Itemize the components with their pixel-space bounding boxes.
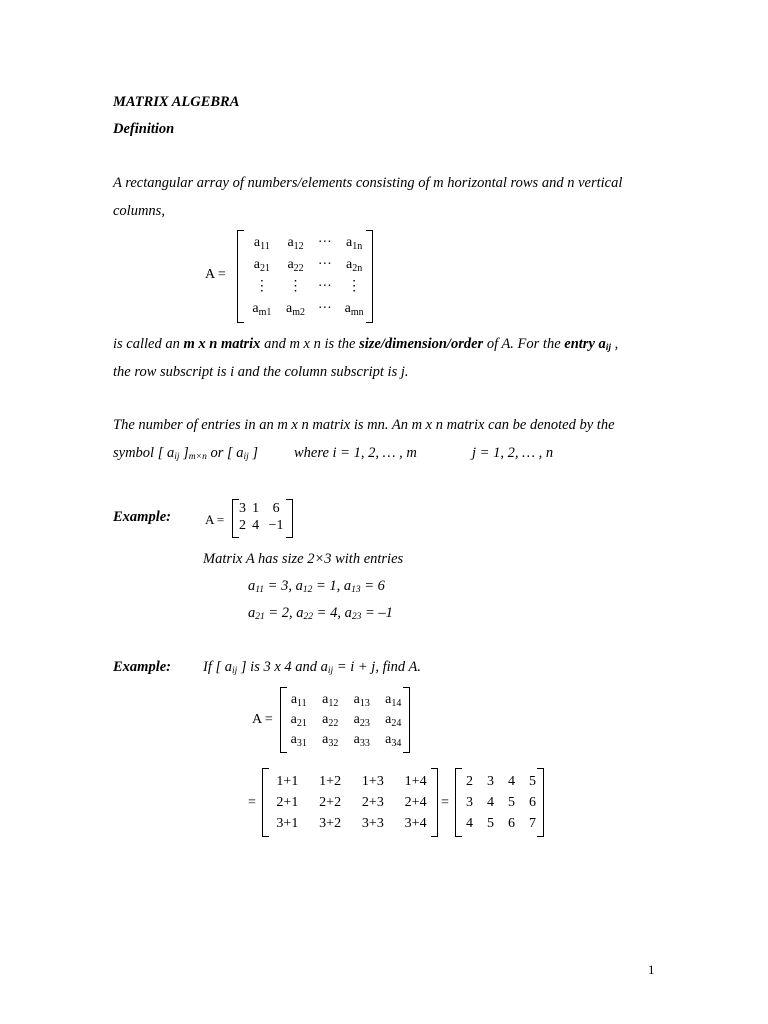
example-1-entries-row-1: $a_{11} = 3$, $a_{12} = 1$, $a_{13} = 6$ <box>248 578 385 595</box>
example-1-matrix-row <box>236 517 290 534</box>
example-2-symbolic-cell: $a_{33}$ <box>353 732 370 749</box>
example-2-question: If [ $a_{ij}$ ] is 3 x 4 and $a_{ij} = i + j$, find A. <box>203 659 421 676</box>
example-2-sums-cell: 3+1 <box>276 815 299 831</box>
example-2-result-cell: 6 <box>508 815 515 831</box>
example-2-symbolic-matrix <box>283 690 409 750</box>
general-matrix-cell: $a_{21}$ <box>253 257 270 274</box>
general-matrix-cell: $a_{2n}$ <box>346 257 363 274</box>
example-2-sums-cell: 3+2 <box>319 815 342 831</box>
example-2-symbolic-cell: $a_{21}$ <box>290 712 307 729</box>
example-2-result-cell: 2 <box>466 773 473 789</box>
page-title: MATRIX ALGEBRA <box>113 94 240 110</box>
general-matrix-row <box>245 232 371 254</box>
general-matrix-row <box>245 276 371 298</box>
example-2-symbolic-cell: $a_{31}$ <box>290 732 307 749</box>
general-matrix-cell: ⋮ <box>288 279 303 294</box>
example-2-sums-row <box>266 813 437 834</box>
entries-where-j: j = 1, 2, … , n <box>472 445 554 461</box>
equals-sign-2: = <box>441 795 449 810</box>
example-2-symbolic-cell: $a_{34}$ <box>385 732 402 749</box>
example-2-result-row <box>459 792 543 813</box>
example-2-sums-row <box>266 771 437 792</box>
example-2-result-cell: 7 <box>529 815 536 831</box>
example-2-result-cell: 4 <box>508 773 515 789</box>
general-matrix-cell: $a_{m1}$ <box>252 301 272 318</box>
example-2-symbolic-row <box>283 710 409 730</box>
general-matrix-cell: $a_{mn}$ <box>344 301 364 318</box>
general-matrix-left-bracket <box>237 230 244 323</box>
general-matrix-cell: $a_{12}$ <box>287 235 304 252</box>
equals-sign-1: = <box>248 795 256 810</box>
example-2-result-cell: 4 <box>487 794 494 810</box>
general-matrix-cell: ··· <box>317 235 332 250</box>
example-2-symbolic-cell: $a_{32}$ <box>322 732 339 749</box>
example-2-result-cell: 5 <box>508 794 515 810</box>
example-2-sums-cell: 3+4 <box>404 815 427 831</box>
example-2-symbolic-cell: $a_{13}$ <box>353 692 370 709</box>
page-number: 1 <box>648 962 655 977</box>
example-2-result-cell: 3 <box>466 794 473 810</box>
example-1-entries-row-2: $a_{21} = 2$, $a_{22} = 4$, $a_{23} = -1$ <box>248 605 393 622</box>
example-2-symbolic-cell: $a_{11}$ <box>290 692 307 709</box>
example-2-result-cell: 4 <box>466 815 473 831</box>
example-1-size-text: Matrix A has size 2×3 with entries <box>203 551 404 567</box>
example-2-sums-cell: 2+1 <box>276 794 299 810</box>
example-2-sums-cell: 3+3 <box>361 815 384 831</box>
example-2-symbolic-row <box>283 730 409 750</box>
general-matrix-cell: ··· <box>317 279 332 294</box>
example-2-sums-cell: 2+4 <box>404 794 427 810</box>
general-matrix-cell: $a_{m2}$ <box>286 301 306 318</box>
section-heading: Definition <box>113 121 175 137</box>
example-2-sums-cell: 2+2 <box>319 794 342 810</box>
general-matrix-cell: ··· <box>317 301 332 316</box>
general-matrix <box>245 232 371 320</box>
example-2-result-row <box>459 771 543 792</box>
definition-sentence-2: the row subscript is i and the column subscript is j. <box>113 364 409 380</box>
example-1-matrix-row <box>236 500 290 517</box>
general-matrix-row <box>245 254 371 276</box>
example-2-result-matrix <box>459 771 543 834</box>
example-2-symbolic-cell: $a_{22}$ <box>322 712 339 729</box>
example-2-symbolic-row <box>283 690 409 710</box>
entries-line-2: symbol [ $a_{ij}$ ]$_{m\times n}$ or [ $a_{ij}$ ] <box>113 445 259 462</box>
example-1-matrix-cell: 6 <box>272 500 280 516</box>
example-1-matrix-cell: 3 <box>239 500 247 516</box>
example-1-matrix-label: A = <box>205 512 225 527</box>
example-2-label: Example: <box>113 659 171 675</box>
example-1-matrix-cell: −1 <box>268 517 284 533</box>
general-matrix-cell: $a_{1n}$ <box>346 235 363 252</box>
example-1-matrix-cell: 4 <box>252 517 260 533</box>
general-matrix-cell: $a_{22}$ <box>287 257 304 274</box>
general-matrix-cell: ⋮ <box>347 279 362 294</box>
example-2-result-cell: 5 <box>529 773 536 789</box>
definition-line-1: A rectangular array of numbers/elements consisting of m horizontal rows and n vertical <box>113 175 623 191</box>
general-matrix-label: A = <box>205 267 226 282</box>
example-2-sums-cell: 1+4 <box>404 773 427 789</box>
definition-line-2: columns, <box>113 203 165 219</box>
example-2-result-cell: 3 <box>487 773 494 789</box>
example-1-matrix <box>236 500 290 534</box>
entries-where-i: where i = 1, 2, … , m <box>294 445 417 461</box>
general-matrix-cell: $a_{11}$ <box>253 235 270 252</box>
example-2-symbolic-cell: $a_{23}$ <box>353 712 370 729</box>
example-2-sums-matrix <box>266 771 437 834</box>
entries-line-1: The number of entries in an m x n matrix is mn. An m x n matrix can be denoted by the <box>113 417 615 433</box>
general-matrix-row <box>245 298 371 320</box>
example-2-result-cell: 6 <box>529 794 536 810</box>
example-2-symbolic-cell: $a_{12}$ <box>322 692 339 709</box>
example-2-sums-cell: 1+1 <box>276 773 299 789</box>
example-2-matrix-label: A = <box>252 712 273 727</box>
example-2-symbolic-cell: $a_{14}$ <box>385 692 402 709</box>
general-matrix-cell: ··· <box>317 257 332 272</box>
example-1-matrix-cell: 1 <box>252 500 260 516</box>
example-2-symbolic-cell: $a_{24}$ <box>385 712 402 729</box>
example-2-sums-cell: 1+3 <box>361 773 384 789</box>
example-1-label: Example: <box>113 509 171 525</box>
example-2-result-row <box>459 813 543 834</box>
example-1-matrix-cell: 2 <box>239 517 247 533</box>
definition-sentence-1: is called an m x n matrix and m x n is the size/dimension/order of A. For the entry $a_{ij}$ , <box>113 336 619 353</box>
example-2-sums-row <box>266 792 437 813</box>
example-2-sums-cell: 1+2 <box>319 773 342 789</box>
general-matrix-cell: ⋮ <box>254 279 269 294</box>
example-2-result-cell: 5 <box>487 815 494 831</box>
example-2-sums-cell: 2+3 <box>361 794 384 810</box>
